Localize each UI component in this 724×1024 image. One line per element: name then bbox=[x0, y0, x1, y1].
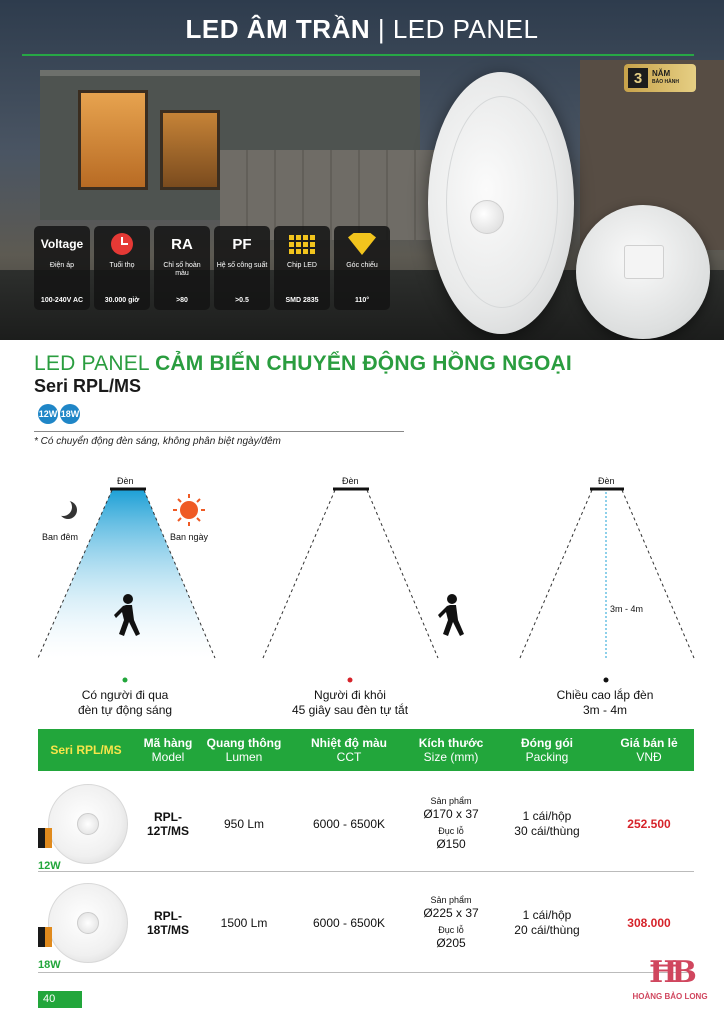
spec-value: >0.5 bbox=[235, 297, 249, 304]
spec-name: Góc chiếu bbox=[346, 262, 378, 269]
header-model bbox=[134, 736, 202, 764]
cell-cct: 6000 - 6500K bbox=[312, 915, 386, 930]
cell-lumen: 1500 Lm bbox=[220, 915, 268, 930]
cell-price: 308.000 bbox=[627, 915, 671, 930]
cell-cct: 6000 - 6500K bbox=[312, 816, 386, 831]
cell-model: RPL-18T/MS bbox=[146, 908, 189, 937]
spec-value: >80 bbox=[176, 297, 188, 304]
title-underline bbox=[22, 54, 694, 56]
wattage-badges bbox=[38, 404, 80, 424]
header-packing bbox=[490, 736, 604, 764]
warranty-label bbox=[652, 69, 679, 87]
spec-cards bbox=[34, 226, 390, 310]
header-sublabel: Lumen bbox=[225, 750, 263, 764]
product-thumbnail bbox=[38, 875, 134, 971]
header-size bbox=[412, 736, 490, 764]
spec-value: 100-240V AC bbox=[40, 297, 84, 304]
clock-icon bbox=[111, 233, 133, 255]
heading-light: LED PANEL bbox=[34, 352, 156, 375]
header-sublabel: Size (mm) bbox=[423, 750, 479, 764]
packing-line: 30 cái/thùng bbox=[514, 823, 580, 838]
cell-model: RPL-12T/MS bbox=[146, 809, 189, 838]
lit-window bbox=[78, 90, 148, 190]
header-label: Quang thông bbox=[206, 736, 282, 750]
moon-icon bbox=[54, 498, 77, 519]
spec-beam-angle bbox=[334, 226, 390, 310]
brand-logo bbox=[630, 955, 710, 1001]
header-label: Kích thước bbox=[418, 736, 484, 750]
spec-cri bbox=[154, 226, 210, 310]
height-label: 3m - 4m bbox=[610, 604, 644, 614]
title-separator: | bbox=[370, 14, 393, 44]
brand-name: HOÀNG BẢO LONG bbox=[632, 992, 708, 1001]
watt-badge: 18W bbox=[60, 404, 80, 424]
header-label: Đóng gói bbox=[521, 736, 573, 750]
spec-name: Hệ số công suất bbox=[216, 262, 268, 269]
beam-edge bbox=[622, 490, 694, 658]
caption-line: Có người đi qua bbox=[81, 688, 169, 702]
lit-window bbox=[160, 110, 220, 190]
header-lumen bbox=[202, 736, 286, 764]
size-value: Ø150 bbox=[436, 836, 466, 851]
title-bold: LED ÂM TRẦN bbox=[185, 14, 371, 44]
caption-line: 3m - 4m bbox=[582, 703, 627, 717]
header-label: Seri RPL/MS bbox=[50, 743, 122, 757]
cell-packing bbox=[490, 908, 604, 938]
spec-voltage bbox=[34, 226, 90, 310]
spec-name: Điện áp bbox=[49, 262, 75, 269]
led-panel-front-image bbox=[428, 72, 574, 334]
size-label: Đục lỗ bbox=[438, 825, 464, 836]
caption-height bbox=[505, 688, 705, 718]
beam-edge bbox=[263, 490, 335, 658]
header-label: Nhiệt độ màu bbox=[310, 736, 387, 750]
voltage-icon: Voltage bbox=[40, 237, 84, 251]
warranty-badge bbox=[624, 64, 696, 92]
title-light: LED PANEL bbox=[392, 14, 539, 44]
warranty-label-line2: BẢO HÀNH bbox=[652, 79, 679, 85]
spec-value: 110° bbox=[354, 297, 370, 304]
header-series bbox=[38, 743, 134, 757]
caption-line: Chiều cao lắp đèn bbox=[556, 688, 654, 702]
cell-lumen: 950 Lm bbox=[223, 816, 265, 831]
header-sublabel: CCT bbox=[336, 750, 362, 764]
product-watt: 12W bbox=[38, 859, 61, 872]
series-title: Seri RPL/MS bbox=[34, 376, 142, 396]
spec-name: Chip LED bbox=[287, 262, 317, 269]
status-dot bbox=[348, 678, 353, 683]
brand-monogram: ĦΒ bbox=[649, 955, 691, 990]
night-label: Ban đêm bbox=[42, 532, 79, 542]
header-price bbox=[604, 736, 694, 764]
cell-price: 252.500 bbox=[627, 816, 671, 831]
size-label: Sản phẩm bbox=[430, 894, 472, 905]
status-dot bbox=[604, 678, 609, 683]
ra-icon: RA bbox=[171, 235, 193, 253]
packing-line: 20 cái/thùng bbox=[514, 922, 580, 937]
day-label: Ban ngày bbox=[170, 532, 209, 542]
spec-name: Chỉ số hoàn màu bbox=[163, 262, 201, 277]
spec-value: 30.000 giờ bbox=[104, 297, 140, 304]
header-sublabel: Packing bbox=[525, 750, 569, 764]
lamp-label: Đèn bbox=[598, 476, 615, 486]
sensor-note: * Có chuyển động đèn sáng, không phân biệt ngày/đêm bbox=[34, 436, 281, 447]
beam-edge bbox=[367, 490, 438, 658]
packing-line: 1 cái/hộp bbox=[522, 808, 572, 823]
status-dot bbox=[123, 678, 128, 683]
beam-angle-icon bbox=[348, 233, 376, 255]
cell-size bbox=[412, 895, 490, 951]
hero-banner bbox=[0, 0, 724, 340]
header-sublabel: VNĐ bbox=[636, 750, 662, 764]
product-watt: 18W bbox=[38, 958, 61, 971]
caption-motion bbox=[25, 688, 225, 718]
spec-chip bbox=[274, 226, 330, 310]
product-box bbox=[38, 828, 52, 848]
header-sublabel: Model bbox=[151, 750, 185, 764]
watt-badge: 12W bbox=[38, 404, 58, 424]
lamp-label: Đèn bbox=[117, 476, 134, 486]
spec-value: SMD 2835 bbox=[285, 297, 319, 304]
warranty-years: 3 bbox=[628, 68, 648, 88]
size-label: Đục lỗ bbox=[438, 924, 464, 935]
header-cct bbox=[286, 736, 412, 764]
page-number: 40 bbox=[38, 991, 82, 1008]
divider bbox=[34, 431, 404, 432]
lamp-label: Đèn bbox=[342, 476, 359, 486]
product-heading bbox=[34, 352, 572, 376]
packing-line: 1 cái/hộp bbox=[522, 907, 572, 922]
product-box bbox=[38, 927, 52, 947]
spec-name: Tuổi thọ bbox=[109, 262, 135, 269]
sensor-diagrams bbox=[0, 470, 724, 730]
size-value: Ø170 x 37 bbox=[423, 806, 479, 821]
chip-icon bbox=[289, 235, 315, 254]
walking-person-icon bbox=[438, 594, 464, 636]
caption-line: 45 giây sau đèn tự tắt bbox=[291, 703, 409, 717]
beam-edge bbox=[520, 490, 592, 658]
table-row bbox=[38, 873, 694, 973]
led-panel-back-image bbox=[576, 205, 710, 339]
size-value: Ø225 x 37 bbox=[423, 905, 479, 920]
header-label: Mã hàng bbox=[143, 736, 193, 750]
sun-icon bbox=[173, 494, 205, 526]
caption-leave bbox=[250, 688, 450, 718]
warranty-label-line1: NĂM bbox=[652, 69, 671, 78]
motion-sensor bbox=[470, 200, 504, 234]
spec-lifetime bbox=[94, 226, 150, 310]
spec-power-factor bbox=[214, 226, 270, 310]
size-label: Sản phẩm bbox=[430, 795, 472, 806]
page-title bbox=[0, 14, 724, 45]
size-value: Ø205 bbox=[436, 935, 466, 950]
caption-line: Người đi khỏi bbox=[314, 688, 386, 702]
table-row bbox=[38, 776, 694, 872]
header-label: Giá bán lẻ bbox=[620, 736, 678, 750]
product-thumbnail bbox=[38, 776, 134, 872]
cell-packing bbox=[490, 809, 604, 839]
heading-bold: CẢM BIẾN CHUYỂN ĐỘNG HỒNG NGOẠI bbox=[155, 352, 572, 375]
cell-size bbox=[412, 796, 490, 852]
pf-icon: PF bbox=[232, 235, 252, 253]
table-header bbox=[38, 729, 694, 771]
caption-line: đèn tự động sáng bbox=[77, 703, 173, 717]
